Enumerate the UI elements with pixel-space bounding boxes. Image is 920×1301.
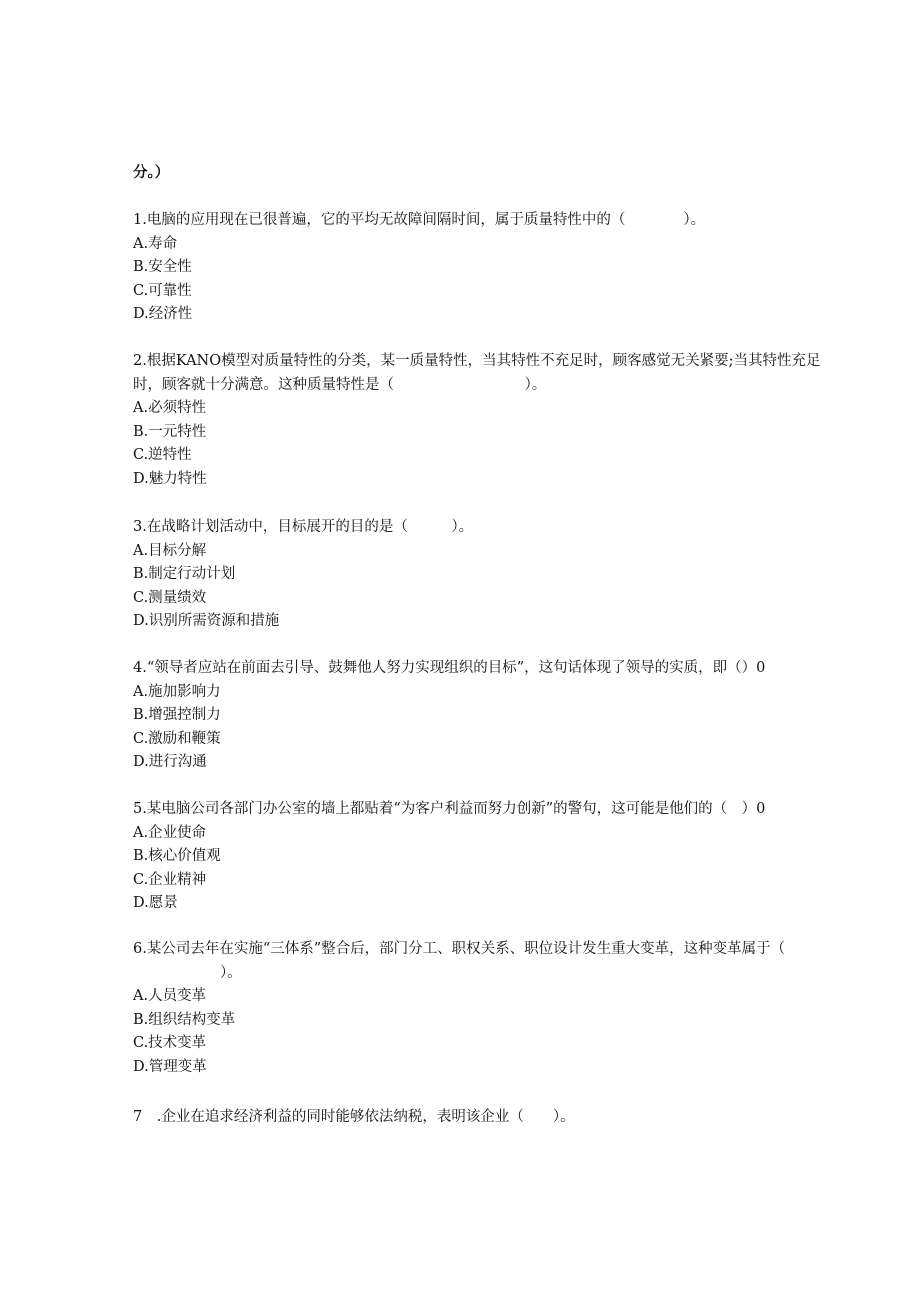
question-6 bbox=[133, 938, 863, 1080]
option-c: C.激励和鞭策 bbox=[133, 730, 221, 747]
option-a: A.必须特性 bbox=[133, 400, 207, 417]
question-3 bbox=[133, 516, 863, 634]
question-2 bbox=[133, 350, 863, 492]
option-d: D.进行沟通 bbox=[133, 754, 207, 771]
question-7 bbox=[133, 1106, 863, 1130]
question-stem-line-1: 6.某公司去年在实施“三体系”整合后，部门分工、职权关系、职位设计发生重大变革，这种变革属于（ bbox=[133, 941, 786, 957]
option-d: D.管理变革 bbox=[133, 1058, 207, 1075]
option-d: D.识别所需资源和措施 bbox=[133, 613, 280, 630]
option-c: C.企业精神 bbox=[133, 871, 207, 888]
option-a: A.施加影响力 bbox=[133, 683, 221, 700]
question-4 bbox=[133, 657, 863, 775]
option-d: D.愿景 bbox=[133, 895, 178, 912]
question-stem: 3.在战略计划活动中，目标展开的目的是（ ）。 bbox=[133, 519, 474, 535]
option-b: B.增强控制力 bbox=[133, 707, 221, 724]
option-b: B.核心价值观 bbox=[133, 848, 221, 865]
option-b: B.安全性 bbox=[133, 259, 192, 276]
question-stem-line-1: 2.根据KANO模型对质量特性的分类，某一质量特性，当其特性不充足时，顾客感觉无关紧要;当其特性充足 bbox=[133, 353, 821, 369]
question-stem-line-2: ）。 bbox=[133, 964, 242, 981]
option-c: C.可靠性 bbox=[133, 282, 192, 299]
option-a: A.目标分解 bbox=[133, 542, 207, 559]
option-c: C.测量绩效 bbox=[133, 589, 207, 606]
option-a: A.寿命 bbox=[133, 235, 178, 252]
option-b: B.组织结构变革 bbox=[133, 1011, 236, 1028]
option-c: C.逆特性 bbox=[133, 447, 192, 464]
option-d: D.经济性 bbox=[133, 306, 193, 323]
option-c: C.技术变革 bbox=[133, 1035, 207, 1052]
question-stem: 1.电脑的应用现在已很普遍，它的平均无故障间隔时间，属于质量特性中的（ ）。 bbox=[133, 212, 706, 228]
question-stem: 5.某电脑公司各部门办公室的墙上都贴着“为客户利益而努力创新”的警句，这可能是他们的（ ）0 bbox=[133, 801, 766, 817]
question-stem: 4.“领导者应站在前面去引导、鼓舞他人努力实现组织的目标”，这句话体现了领导的实质，即（）0 bbox=[133, 660, 766, 676]
option-a: A.人员变革 bbox=[133, 988, 207, 1005]
question-1 bbox=[133, 209, 863, 327]
question-stem-line-2: 时，顾客就十分满意。这种质量特性是（ ）。 bbox=[133, 376, 547, 393]
option-d: D.魅力特性 bbox=[133, 470, 207, 487]
question-5 bbox=[133, 798, 863, 916]
option-b: B.制定行动计划 bbox=[133, 566, 236, 583]
question-stem: 7 .企业在追求经济利益的同时能够依法纳税，表明该企业（ ）。 bbox=[133, 1109, 575, 1125]
section-heading-tail: 分。） bbox=[133, 164, 170, 181]
option-a: A.企业使命 bbox=[133, 824, 207, 841]
option-b: B.一元特性 bbox=[133, 423, 207, 440]
